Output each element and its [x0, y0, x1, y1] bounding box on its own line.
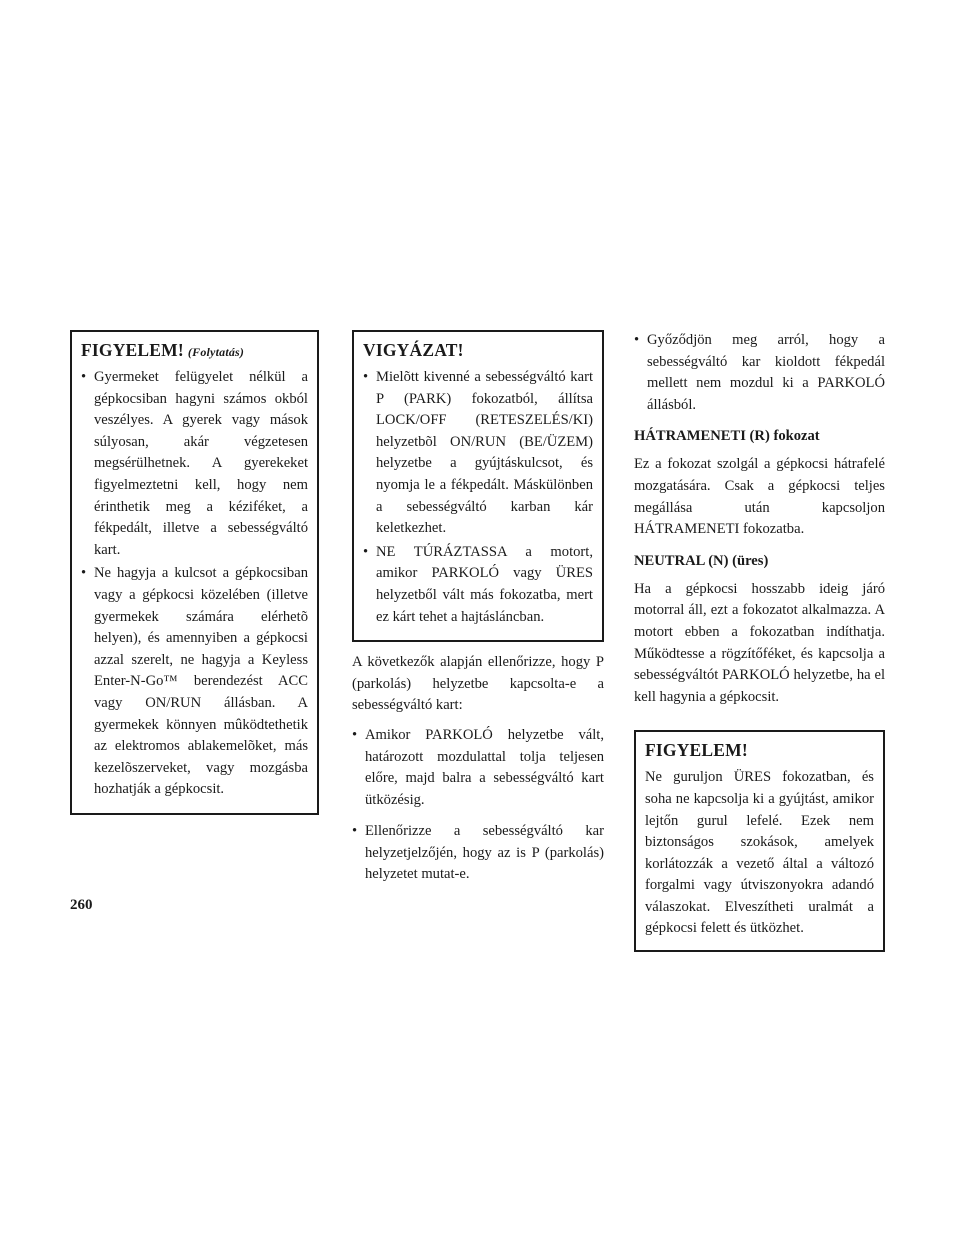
warning-box-continued [70, 330, 319, 815]
column-2 [352, 330, 604, 896]
park-check-intro: A következők alapján ellenőrizze, hogy P (parkolás) helyzetbe kapcsolta-e a sebességváltó kart: [352, 654, 604, 714]
caution-bullet-list [363, 367, 593, 628]
continued-label: (Folytatás) [187, 345, 245, 359]
reverse-heading: HÁTRAMENETI (R) fokozat [634, 428, 820, 445]
list-item: • NE TÚRÁZTASSA a motort, amikor PARKOLÓ vagy ÜRES helyzetből vált más fokozatba, mert ez kárt tehet a hajtásláncban. [363, 543, 593, 625]
page-number: 260 [70, 897, 93, 913]
warning-bullet-list [81, 367, 308, 801]
warning-title: FIGYELEM! [645, 740, 748, 761]
caution-title: VIGYÁZAT! [363, 340, 464, 360]
list-item: • Győződjön meg arról, hogy a sebességváltó kar kioldott fékpedál mellett nem mozdul ki a PARKOLÓ állásból. [634, 332, 885, 413]
caution-box [352, 330, 604, 642]
list-item: • Ellenőrizze a sebességváltó kar helyzetjelzőjén, hogy az is P (parkolás) helyzetet mutat-e. [352, 823, 604, 883]
park-check-list [352, 725, 604, 886]
list-item: • Mielõtt kivenné a sebességváltó kart P (PARK) fokozatból, állítsa LOCK/OFF (RETESZELÉS/KI) helyzetbõl ON/RUN (BE/ÜZEM) helyzetbe a gyújtáskulcsot, és nyomja le a fékpedált. Máskülönben a sebességváltó karban kár keletkezhet. [363, 369, 593, 537]
list-item: • Amikor PARKOLÓ helyzetbe vált, határozott mozdulattal tolja teljesen előre, majd balra a sebességváltó kart ütközésig. [352, 726, 604, 808]
list-item: • Ne hagyja a kulcsot a gépkocsiban vagy a gépkocsi közelében (illetve gyermekek számára elérhetõ helyen), és amennyiben a gépkocsi azzal szerelt, ne hagyja a Keyless Enter-N-Go™ berendezést ACC vagy ON/RUN állásban. A gyermekek könnyen mûködtethetik az elektromos ablakemelõket, más kezelõszerveket, vagy mozgásba hozhatják a gépkocsit. [81, 565, 308, 798]
warning-text: Ne guruljon ÜRES fokozatban, és soha ne kapcsolja ki a gyújtást, amikor lejtőn gurul lefelé. Ezek nem biztonságos szokások, amelyek korlátozzák a vezető által a változó forgalmi vagy útviszonyokra adandó válaszokat. Elveszítheti uralmát a gépkocsi felett és ütközhet. [645, 769, 874, 937]
column-3 [634, 330, 885, 952]
warning-box [634, 730, 885, 952]
column-1 [70, 330, 319, 815]
neutral-text: Ha a gépkocsi hosszabb ideig járó motorral áll, ezt a fokozatot alkalmazza. A motort ebben a fokozatban indíthatja. Működtesse a rögzítőféket, és kapcsolja a sebességváltót PARKOLÓ helyzetbe, ha el kell hagynia a gépkocsit. [634, 580, 885, 705]
warning-title: FIGYELEM! (Folytatás) [81, 340, 245, 360]
list-item: • Gyermeket felügyelet nélkül a gépkocsiban hagyni számos okból veszélyes. A gyerek vagy mások súlyosan, akár végzetesen megsérülhetnek. A gyerekeket figyelmeztetni kell, hogy nem érinthetik meg a kéziféket, a fékpedált, illetve a sebességváltó kart. [81, 369, 308, 558]
reverse-text: Ez a fokozat szolgál a gépkocsi hátrafelé mozgatására. Csak a gépkocsi teljes megállása után kapcsoljon HÁTRAMENETI fokozatba. [634, 456, 885, 538]
park-check-list-continued [634, 330, 885, 416]
neutral-heading: NEUTRAL (N) (üres) [634, 552, 769, 569]
